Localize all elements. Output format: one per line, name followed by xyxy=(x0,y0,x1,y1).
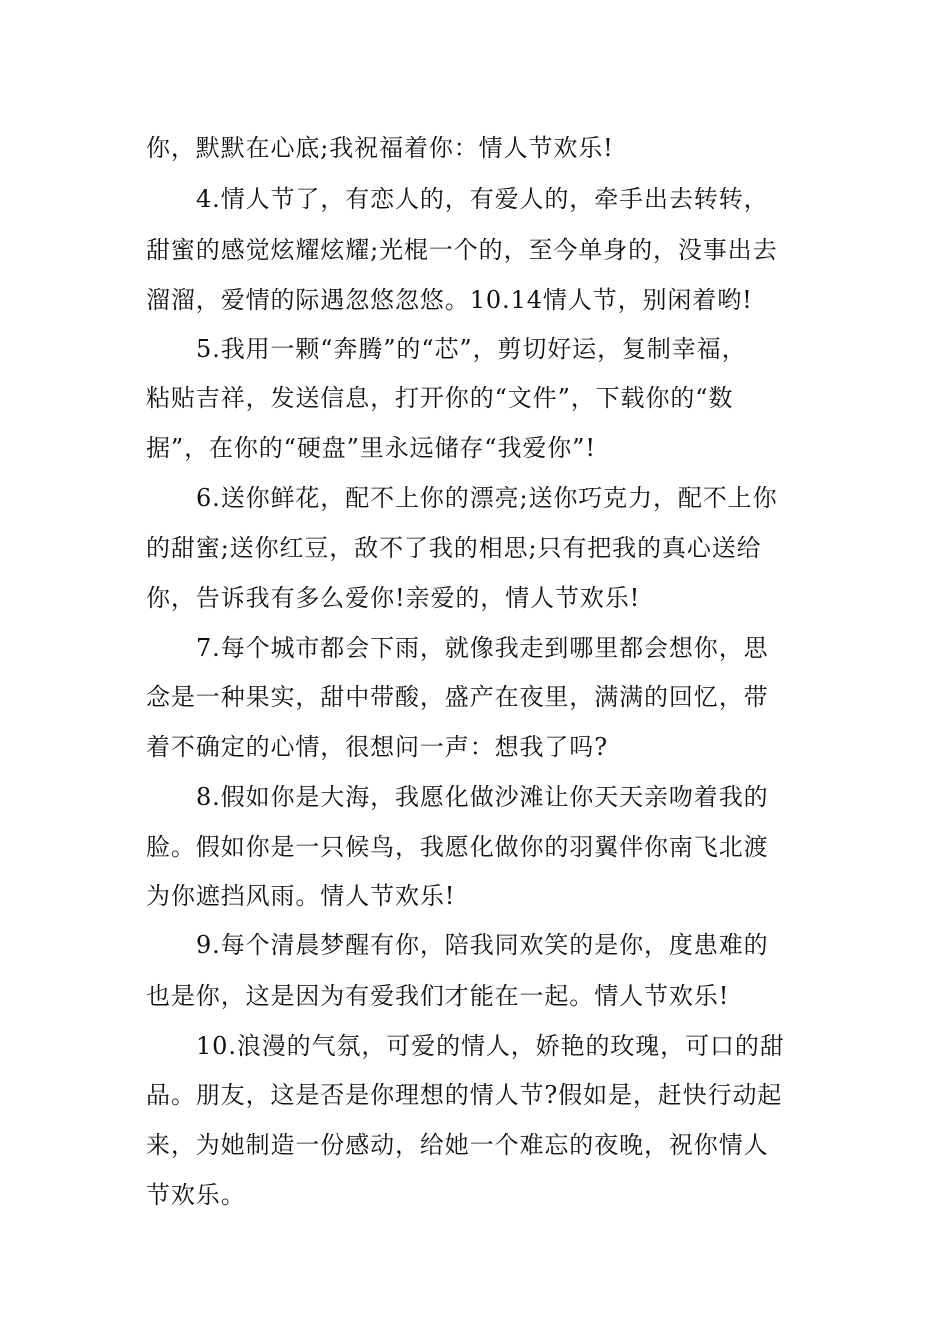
text-line: 粘贴吉祥，发送信息，打开你的“文件”，下载你的“数 xyxy=(146,384,734,412)
text-line: 甜蜜的感觉炫耀炫耀;光棍一个的，至今单身的，没事出去 xyxy=(146,236,778,264)
text-line: 也是你，这是因为有爱我们才能在一起。情人节欢乐! xyxy=(146,982,730,1010)
text-line: 你，告诉我有多么爱你!亲爱的，情人节欢乐! xyxy=(146,584,641,612)
text-line: 溜溜，爱情的际遇忽悠忽悠。10.14情人节，别闲着哟! xyxy=(146,286,753,314)
text-line: 来，为她制造一份感动，给她一个难忘的夜晚，祝你情人 xyxy=(146,1131,769,1159)
paragraph-start: 6.送你鲜花，配不上你的漂亮;送你巧克力，配不上你 xyxy=(196,484,778,512)
text-line: 脸。假如你是一只候鸟，我愿化做你的羽翼伴你南飞北渡 xyxy=(146,833,769,861)
paragraph-start: 5.我用一颗“奔腾”的“芯”，剪切好运，复制幸福， xyxy=(196,335,747,363)
text-line: 节欢乐。 xyxy=(146,1181,246,1209)
text-line: 的甜蜜;送你红豆，敌不了我的相思;只有把我的真心送给 xyxy=(146,534,762,562)
paragraph-start: 8.假如你是大海，我愿化做沙滩让你天天亲吻着我的 xyxy=(196,783,769,811)
text-line: 念是一种果实，甜中带酸，盛产在夜里，满满的回忆，带 xyxy=(146,683,769,711)
text-line: 你，默默在心底;我祝福着你：情人节欢乐! xyxy=(146,134,614,162)
paragraph-start: 10.浪漫的气氛，可爱的情人，娇艳的玫瑰，可口的甜 xyxy=(196,1032,785,1060)
paragraph-start: 7.每个城市都会下雨，就像我走到哪里都会想你，思 xyxy=(196,634,769,662)
text-line: 品。朋友，这是否是你理想的情人节?假如是，赶快行动起 xyxy=(146,1081,783,1109)
text-line: 为你遮挡风雨。情人节欢乐! xyxy=(146,882,456,910)
paragraph-start: 9.每个清晨梦醒有你，陪我同欢笑的是你，度患难的 xyxy=(196,931,769,959)
text-line: 据”，在你的“硬盘”里永远储存“我爱你”! xyxy=(146,434,596,462)
paragraph-start: 4.情人节了，有恋人的，有爱人的，牵手出去转转， xyxy=(196,185,769,213)
text-line: 着不确定的心情，很想问一声：想我了吗? xyxy=(146,733,608,761)
